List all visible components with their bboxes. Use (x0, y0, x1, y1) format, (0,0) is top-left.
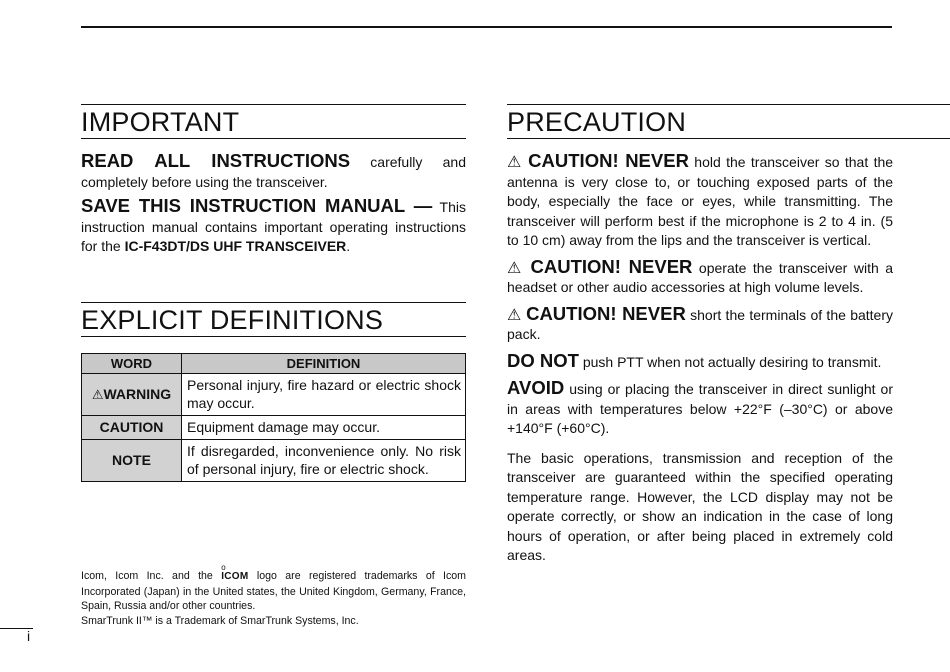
warning-triangle-icon: ⚠ (91, 386, 104, 402)
icom-logo (221, 563, 249, 585)
precaution-text: using or placing the transceiver in direct sunlight or in areas with temperatures below +22°F (–30°C) or above +140°F (+60°C). (507, 381, 893, 436)
right-column (507, 104, 893, 566)
caution-triangle-icon: ⚠ (507, 306, 522, 324)
precaution-text: operate the transceiver with a headset or other audio accessories at high volume levels. (507, 259, 894, 295)
icom-logo-ring-icon: o (221, 563, 226, 572)
precaution-item (507, 304, 893, 345)
table-header-row (82, 353, 466, 373)
word-note: NOTE (82, 439, 182, 481)
definition-note: If disregarded, inconvenience only. No risk of personal injury, fire or electric shock. (182, 439, 466, 481)
footnote-text-2: logo are registered trademarks of Icom Incorporated (Japan) in the United states, the United Kingdom, Germany, France, Spain, Russia and/or other countries. (81, 570, 466, 612)
word-cell (82, 373, 182, 415)
footnote-smartrunk: SmarTrunk II™ is a Trademark of SmarTrunk Systems, Inc. (81, 614, 359, 627)
word-caution: CAUTION (82, 415, 182, 439)
page-number: i (27, 628, 31, 644)
product-name: IC-F43DT/DS UHF TRANSCEIVER (124, 238, 347, 254)
table-row (82, 439, 466, 481)
precaution-lead: CAUTION! NEVER (530, 255, 693, 277)
precaution-item (507, 257, 893, 298)
icom-logo-text: ICOM (221, 571, 249, 582)
save-manual-paragraph (81, 196, 466, 257)
top-rule (81, 26, 892, 28)
read-instructions-text: carefully and completely before using the transceiver. (81, 154, 466, 190)
precaution-lead: CAUTION! NEVER (528, 150, 689, 171)
definitions-table (81, 353, 466, 482)
operating-temperature-note: The basic operations, transmission and reception of the transceiver are guaranteed within the specified operating temperature range. However, the LCD display may not be operate correctly, or show an indication in the case of long hours of operation, or after being placed in extremely cold areas. (507, 449, 893, 563)
table-row (82, 415, 466, 439)
read-instructions-lead: READ ALL INSTRUCTIONS (81, 150, 351, 171)
precaution-item (507, 351, 893, 373)
definitions-heading: EXPLICIT DEFINITIONS (81, 302, 466, 337)
caution-triangle-icon: ⚠ (507, 154, 523, 171)
precaution-lead: CAUTION! NEVER (526, 302, 686, 324)
precaution-text: hold the transceiver so that the antenna is very close to, or touching exposed parts of the body, especially the face or eyes, while transmitting. The transceiver will perform best if the microphone is 2 to 4 in. (5 to 10 cm) away from the lips and the transceiver is vertical. (507, 154, 894, 248)
definition-warning: Personal injury, fire hazard or electric shock may occur. (182, 373, 466, 415)
trademark-footnote (81, 563, 466, 628)
precaution-text: push PTT when not actually desiring to transmit. (578, 353, 882, 370)
table-row (82, 373, 466, 415)
footnote-text-1: Icom, Icom Inc. and the (81, 570, 222, 582)
caution-triangle-icon: ⚠ (507, 259, 524, 277)
save-manual-text: This instruction manual contains important operating instructions for the (81, 199, 466, 254)
read-instructions-paragraph (81, 151, 466, 192)
precaution-text: short the terminals of the battery pack. (507, 306, 893, 342)
save-manual-lead: SAVE THIS INSTRUCTION MANUAL — (81, 195, 433, 216)
column-header-definition: DEFINITION (182, 353, 466, 373)
precaution-item (507, 151, 893, 251)
precaution-heading: PRECAUTION (507, 104, 950, 139)
left-column (81, 104, 466, 482)
important-heading: IMPORTANT (81, 104, 466, 139)
save-manual-period: . (346, 238, 351, 254)
word-warning: WARNING (103, 385, 172, 402)
precaution-lead: AVOID (507, 377, 565, 398)
precaution-lead: DO NOT (507, 349, 579, 371)
column-header-word: WORD (82, 353, 182, 373)
definition-caution: Equipment damage may occur. (182, 415, 466, 439)
precaution-item (507, 378, 893, 439)
